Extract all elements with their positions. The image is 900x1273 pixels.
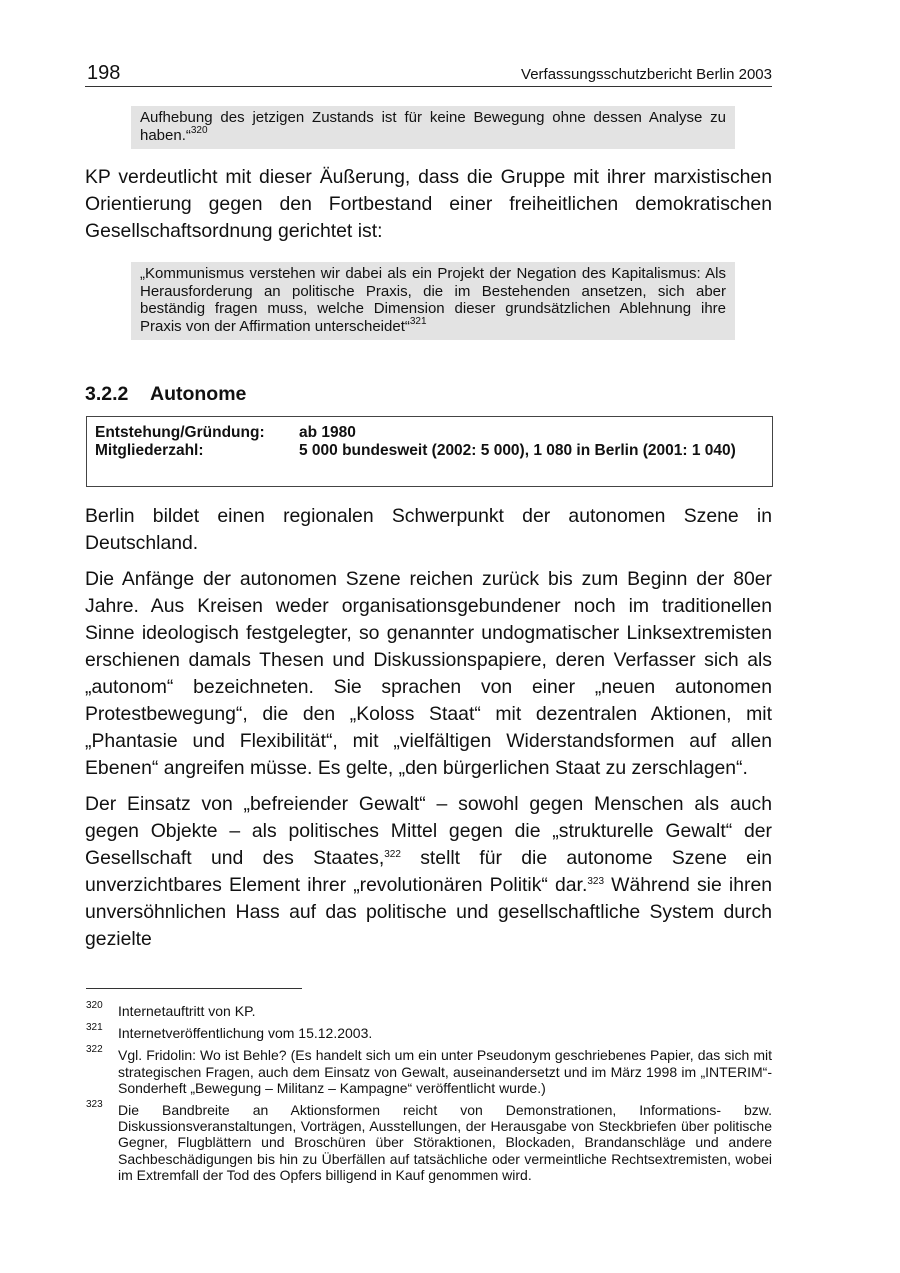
footnote bbox=[86, 1044, 772, 1096]
footnote-ref-321[interactable]: 321 bbox=[409, 315, 427, 327]
footnotes bbox=[86, 1000, 772, 1186]
footnote-ref-323[interactable]: 323 bbox=[587, 876, 605, 887]
paragraph-4 bbox=[85, 791, 772, 953]
quote-block-1 bbox=[131, 106, 735, 149]
quote-block-2 bbox=[131, 262, 735, 340]
section-title: Autonome bbox=[150, 383, 247, 405]
section-number: 3.2.2 bbox=[85, 383, 129, 405]
running-title: Verfassungsschutzbericht Berlin 2003 bbox=[521, 66, 772, 83]
quote-1-text: Aufhebung des jetzigen Zustands ist für keine Bewegung ohne dessen Analyse zu haben.“ bbox=[140, 109, 726, 144]
footnote-ref-322[interactable]: 322 bbox=[384, 849, 401, 860]
footnote bbox=[86, 1099, 772, 1183]
info-row-founding bbox=[95, 424, 764, 442]
footnote-number: 320 bbox=[86, 1000, 103, 1011]
paragraph-4-part-3: Während sie ihren unversöhnlichen Hass auf das politische und gesellschaftliche System durch gezielte bbox=[85, 874, 773, 950]
footnote-number: 322 bbox=[86, 1044, 103, 1056]
footnote bbox=[86, 1000, 772, 1019]
footnote-text: Internetveröffentlichung vom 15.12.2003. bbox=[118, 1025, 373, 1042]
paragraph-2: Berlin bildet einen regionalen Schwerpunkt der autonomen Szene in Deutschland. bbox=[85, 505, 772, 554]
section-heading bbox=[85, 383, 246, 406]
founding-value: ab 1980 bbox=[299, 424, 356, 441]
footnote-ref-320[interactable]: 320 bbox=[190, 124, 208, 136]
footnote bbox=[86, 1022, 772, 1041]
members-label: Mitgliederzahl: bbox=[95, 442, 204, 459]
paragraph-3: Die Anfänge der autonomen Szene reichen zurück bis zum Beginn der 80er Jahre. Aus Kreisen weder organisationsgebundener noch im traditionellen Sinne ideologisch festgelegter, so genannter undogmatischer Linksextremisten erschienen damals Thesen und Diskussionspapiere, deren Verfasser sich als „autonom“ bezeichneten. Sie sprachen von einer „neuen autonomen Protestbewegung“, die den „Koloss Staat“ mit dezentralen Aktionen, mit „Phantasie und Flexibilität“, mit „vielfältigen Widerstandsformen auf allen Ebenen“ angreifen müsse. Es gelte, „den bürgerlichen Staat zu zerschlagen“. bbox=[85, 568, 772, 779]
footnote-text: Internetauftritt von KP. bbox=[118, 1003, 256, 1019]
footnote-number: 323 bbox=[86, 1099, 103, 1111]
page-number: 198 bbox=[87, 62, 121, 84]
paragraph-1: KP verdeutlicht mit dieser Äußerung, dass die Gruppe mit ihrer marxistischen Orientierung gegen den Fortbestand einer freiheitlichen demokratischen Gesellschaftsordnung gerichtet ist: bbox=[85, 166, 772, 242]
quote-2-text: „Kommunismus verstehen wir dabei als ein Projekt der Negation des Kapitalismus: Als Herausforderung an politische Praxis, die im Bestehenden ansetzen, sich aber beständig fragen muss, welche Dimension dieser grundsätzlichen Ablehnung ihre Praxis von der Affirmation unterscheidet“ bbox=[140, 265, 726, 335]
footnote-text: Die Bandbreite an Aktionsformen reicht von Demonstrationen, Informations- bzw. Diskussionsveranstaltungen, Vorträgen, Ausstellungen, der Herausgabe von Steckbriefen über politische Gegner, Flugblättern und Broschüren über Störaktionen, Blockaden, Brandanschläge und andere Sachbeschädigungen bis hin zu Überfällen auf tatsächliche oder vermeintliche Rechtsextremisten, wobei im Extremfall der Tod des Opfers billigend in Kauf genommen wird. bbox=[118, 1102, 772, 1183]
page-header bbox=[85, 62, 772, 87]
members-value: 5 000 bundesweit (2002: 5 000), 1 080 in Berlin (2001: 1 040) bbox=[299, 442, 736, 459]
footnote-number: 321 bbox=[86, 1022, 103, 1034]
paragraph-4-part-1: Der Einsatz von „befreiender Gewalt“ – sowohl gegen Menschen als auch gegen Objekte – als politisches Mittel gegen die „strukturelle Gewalt“ der Gesellschaft und des Staates, bbox=[85, 793, 772, 869]
info-box bbox=[86, 416, 773, 487]
paragraph-4-part-2: stellt für die autonome Szene ein unverzichtbares Element ihrer „revolutionären Politik“ dar. bbox=[85, 847, 772, 896]
founding-label: Entstehung/Gründung: bbox=[95, 424, 265, 441]
info-row-members bbox=[95, 442, 764, 460]
footnote-text: Vgl. Fridolin: Wo ist Behle? (Es handelt sich um ein unter Pseudonym geschriebenes Papier, das sich mit strategischen Fragen, auch dem Einsatz von Gewalt, auseinandersetzt und im März 1998 im „INTERIM“-Sonderheft „Bewegung – Militanz – Kampagne“ veröffentlicht wurde.) bbox=[118, 1047, 772, 1096]
footnote-separator bbox=[86, 988, 302, 989]
